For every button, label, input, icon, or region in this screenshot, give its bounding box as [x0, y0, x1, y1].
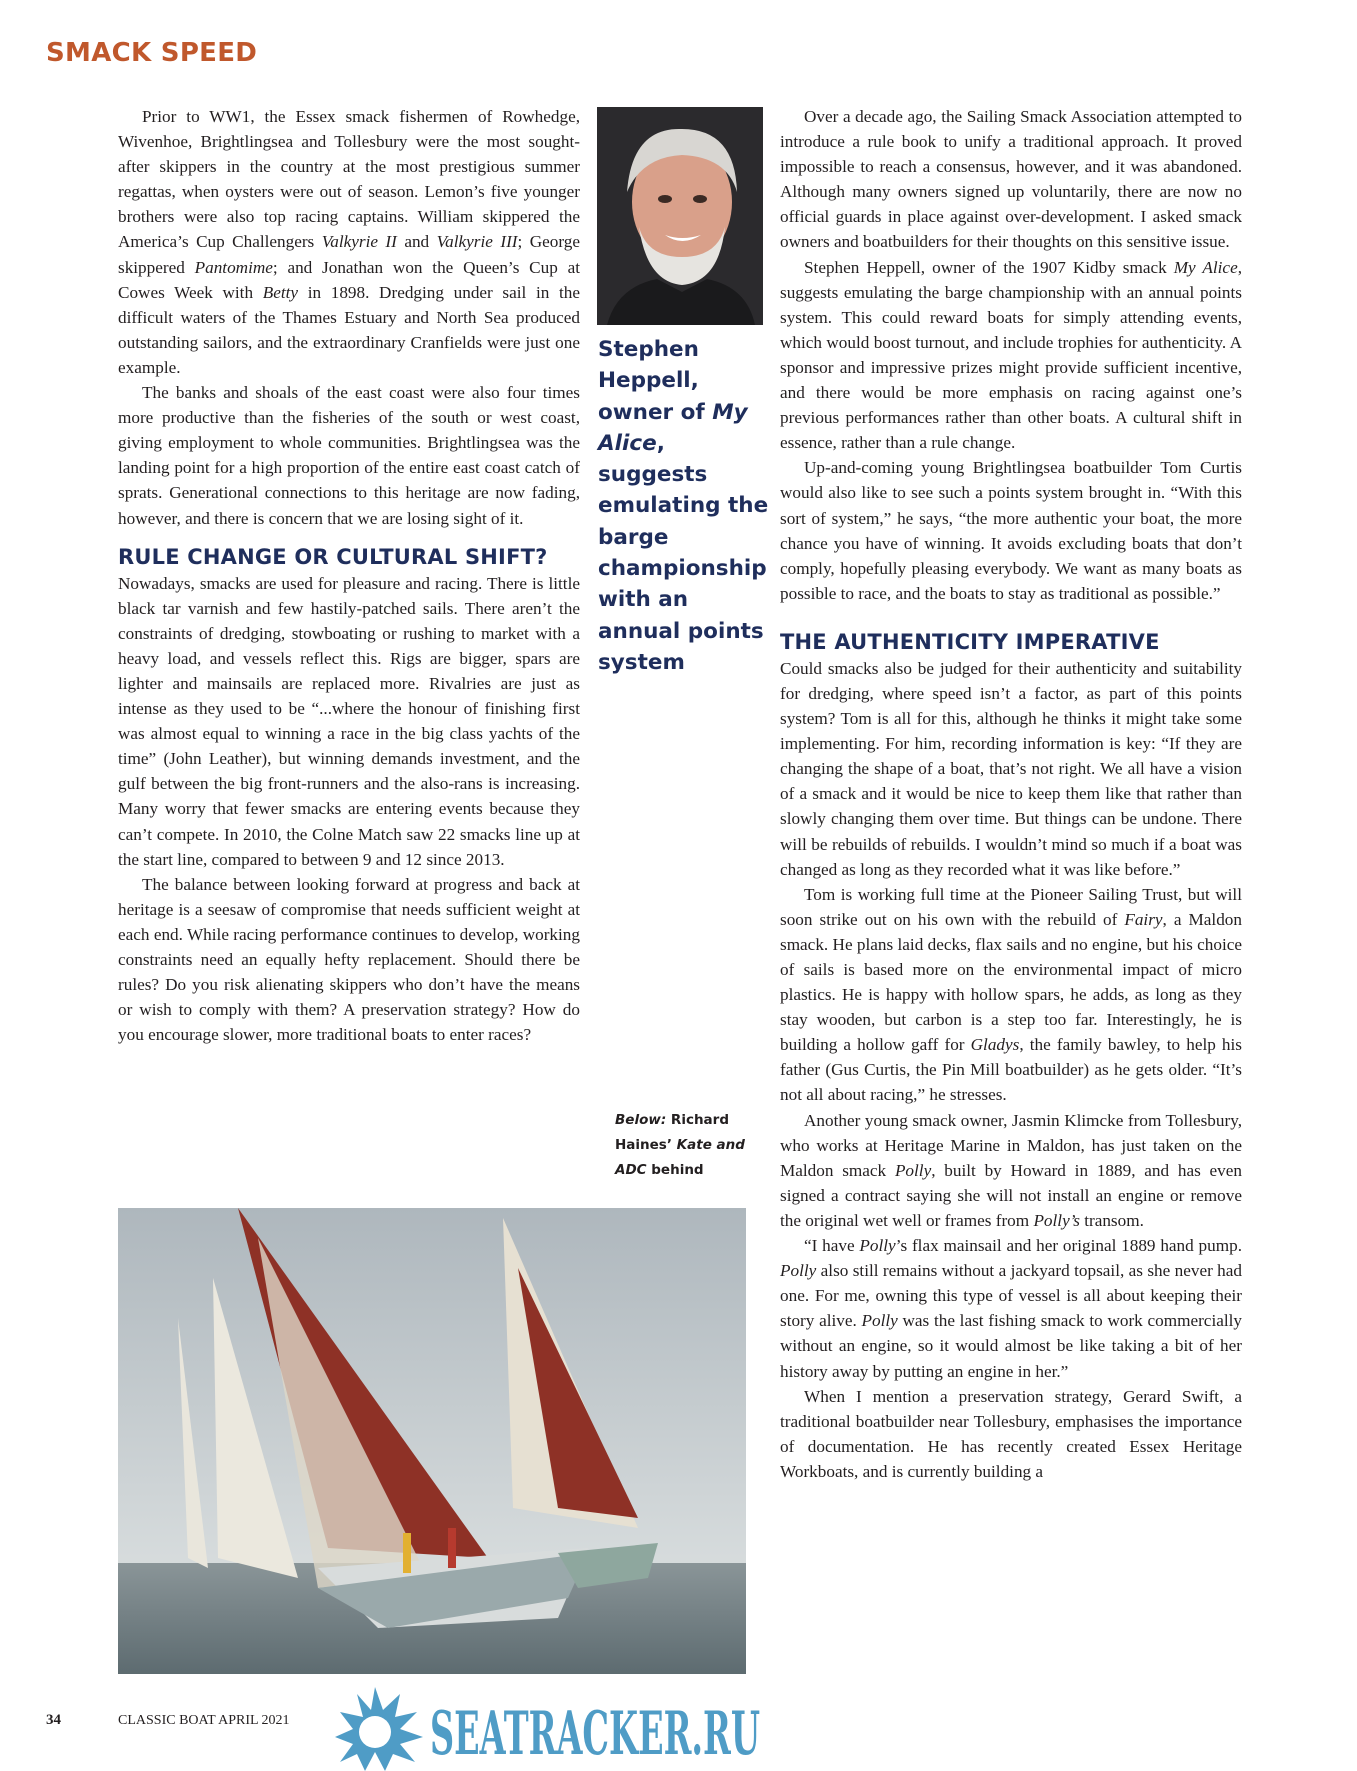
- italic-text: Kate and ADC: [615, 1137, 745, 1178]
- italic-text: My Alice: [1173, 257, 1238, 277]
- text-run: When I mention a preservation strategy, Gerard Swift, a traditional boatbuilder near Tollesbury, emphasises the importance of documentation. He has recently created Essex Heritage Workboats, and is currently building a: [780, 1386, 1242, 1481]
- text-run: and: [396, 232, 437, 252]
- italic-text: Polly’s: [1033, 1210, 1080, 1230]
- italic-text: Polly: [894, 1160, 932, 1180]
- article-column-right: [780, 104, 1242, 1484]
- italic-text: Pantomime: [194, 257, 273, 277]
- page-number: 34: [46, 1712, 61, 1728]
- smack-racing-photo: [118, 1208, 746, 1674]
- text-run: Up-and-coming young Brightlingsea boatbuilder Tom Curtis would also like to see such a points system brought in. “With this sort of system,” he says, “the more authentic your boat, the more chance you have of winning. It avoids excluding boats that don’t comply, hopefully pleasing everybody. We want as many boats as possible to race, and the boats to stay as traditional as possible.”: [780, 458, 1242, 603]
- italic-text: Polly: [861, 1311, 898, 1331]
- pull-quote: [598, 334, 773, 678]
- text-run: Over a decade ago, the Sailing Smack Association attempted to introduce a rule book to unify a traditional approach. It proved impossible to reach a consensus, however, and it was abandoned. Although many owners signed up voluntarily, there are now no official guards in place against over-development. I asked smack owners and boatbuilders for their thoughts on this sensitive issue.: [780, 107, 1242, 252]
- text-run: , built by Howard in 1889, and has even signed a contract saying she will not install an engine or remove the original wet well or frames from: [780, 1160, 1242, 1230]
- italic-text: Valkyrie II: [321, 232, 397, 252]
- text-run: behind: [646, 1162, 704, 1178]
- paragraph: [780, 104, 1242, 255]
- section-heading: THE AUTHENTICITY IMPERATIVE: [780, 629, 1160, 654]
- article-column-left: [118, 104, 580, 1047]
- italic-text: Polly: [859, 1236, 896, 1256]
- paragraph: [118, 380, 580, 531]
- watermark-logo: [345, 1682, 765, 1771]
- text-run: Tom is working full time at the Pioneer Sailing Trust, but will soon strike out on his own with the rebuild of: [780, 884, 1242, 929]
- italic-text: Gladys: [970, 1035, 1020, 1055]
- sun-icon: [335, 1687, 423, 1771]
- text-run: , suggests emulating the barge championship with an annual points system. This could reward boats for simply attending events, which would boost turnout, and include trophies for authenticity. A sponsor and impressive prizes might provide sufficient incentive, and there would be more emphasis on racing against one’s previous performances rather than other boats. A cultural shift in essence, rather than a rule change.: [780, 257, 1242, 453]
- paragraph: [118, 104, 580, 380]
- text-run: in 1898. Dredging under sail in the difficult waters of the Thames Estuary and North Sea produced outstanding sailors, and the extraordinary Cranfields were just one example.: [118, 282, 580, 377]
- paragraph: [118, 571, 580, 872]
- text-run: Stephen Heppell, owner of the 1907 Kidby smack: [804, 257, 1174, 277]
- paragraph: [780, 656, 1242, 882]
- italic-text: My Alice: [598, 399, 748, 456]
- italic-text: Below:: [615, 1112, 667, 1128]
- text-run: Another young smack owner, Jasmin Klimcke from Tollesbury, who works at Heritage Marine in Maldon, has just taken on the Maldon smack: [780, 1110, 1242, 1180]
- italic-text: Valkyrie III: [436, 232, 518, 252]
- text-run: ’s flax mainsail and her original 1889 hand pump.: [895, 1236, 1242, 1256]
- watermark-text: SEATRACKER.RU: [430, 1699, 760, 1769]
- text-run: Richard Haines’: [615, 1112, 729, 1153]
- text-run: ; George skippered: [118, 232, 580, 277]
- text-run: ; and Jonathan won the Queen’s Cup at Cowes Week with: [118, 257, 580, 302]
- text-run: , suggests emulating the barge championship with an annual points system: [598, 430, 769, 675]
- text-run: Could smacks also be judged for their authenticity and suitability for dredging, where speed isn’t a factor, as part of this points system? Tom is all for this, although he thinks it might take some implementing. For him, recording information is key: “If they are changing the shape of a boat, that’s not right. We all have a vision of a smack and it would be nice to keep them like that rather than slowly changing them over time. But things can be undone. There will be rebuilds of rebuilds. I wouldn’t mind so much if a boat was changed as long as they recorded what it was like before.”: [780, 658, 1242, 879]
- text-run: also still remains without a jackyard topsail, as she never had one. For me, owning this type of vessel is all about keeping their story alive.: [780, 1261, 1242, 1331]
- italic-text: Polly: [780, 1261, 817, 1281]
- text-run: transom.: [1079, 1210, 1144, 1230]
- paragraph: [780, 255, 1242, 456]
- text-run: Stephen Heppell, owner of: [598, 337, 713, 425]
- text-run: Prior to WW1, the Essex smack fishermen of Rowhedge, Wivenhoe, Brightlingsea and Tollesbury were the most sought-after skippers in the country at the most prestigious summer regattas, when oysters were out of season. Lemon’s five younger brothers were also top racing captains. William skippered the America’s Cup Challengers: [118, 107, 580, 252]
- text-run: The balance between looking forward at progress and back at heritage is a seesaw of compromise that needs sufficient weight at each end. While racing performance continues to develop, working constraints need an equally hefty replacement. Should there be rules? Do you risk alienating skippers who don’t have the means or wish to comply with them? A preservation strategy? How do you encourage slower, more traditional boats to enter races?: [118, 874, 580, 1045]
- text-run: Nowadays, smacks are used for pleasure and racing. There is little black tar varnish and few hastily-patched sails. There aren’t the constraints of dredging, stowboating or rushing to market with a heavy load, and vessels reflect this. Rigs are bigger, spars are lighter and mainsails are replaced more. Rivalries are just as intense as they used to be “...where the honour of finishing first was almost equal to winning a race in the big class yachts of the time” (John Leather), but winning demands investment, and the gulf between the big front-runners and the also-rans is increasing. Many worry that fewer smacks are entering events because they can’t compete. In 2010, the Colne Match saw 22 smacks line up at the start line, compared to between 9 and 12 since 2013.: [118, 573, 580, 869]
- portrait-photo-stephen-heppell: [597, 107, 763, 325]
- paragraph: [780, 1384, 1242, 1484]
- section-heading: RULE CHANGE OR CULTURAL SHIFT?: [118, 544, 548, 569]
- italic-text: Fairy: [1124, 909, 1163, 929]
- section-title: SMACK SPEED: [46, 38, 258, 68]
- text-run: “I have: [804, 1236, 860, 1256]
- text-run: , the family bawley, to help his father (Gus Curtis, the Pin Mill boatbuilder) as he gets older. “It’s not all about racing,” he stresses.: [780, 1035, 1242, 1105]
- magazine-issue: CLASSIC BOAT APRIL 2021: [118, 1713, 290, 1728]
- italic-text: Betty: [262, 282, 299, 302]
- text-run: The banks and shoals of the east coast were also four times more productive than the fisheries of the south or west coast, giving employment to whole communities. Brightlingsea was the landing point for a high proportion of the entire east coast catch of sprats. Generational connections to this heritage are now fading, however, and there is concern that we are losing sight of it.: [118, 383, 580, 528]
- paragraph: [780, 882, 1242, 1108]
- text-run: was the last fishing smack to work commercially without an engine, so it would almost be like taking a bit of her history away by putting an engine in her.”: [780, 1311, 1242, 1381]
- text-run: , a Maldon smack. He plans laid decks, flax sails and no engine, but his choice of sails is based more on the environmental impact of micro plastics. He is happy with hollow spars, he adds, as long as they stay wooden, but carbon is a step too far. Interestingly, he is building a hollow gaff for: [780, 909, 1242, 1055]
- paragraph: [780, 455, 1242, 606]
- paragraph: [118, 872, 580, 1048]
- paragraph: [780, 1108, 1242, 1233]
- photo-caption: [615, 1108, 755, 1183]
- paragraph: [780, 1233, 1242, 1384]
